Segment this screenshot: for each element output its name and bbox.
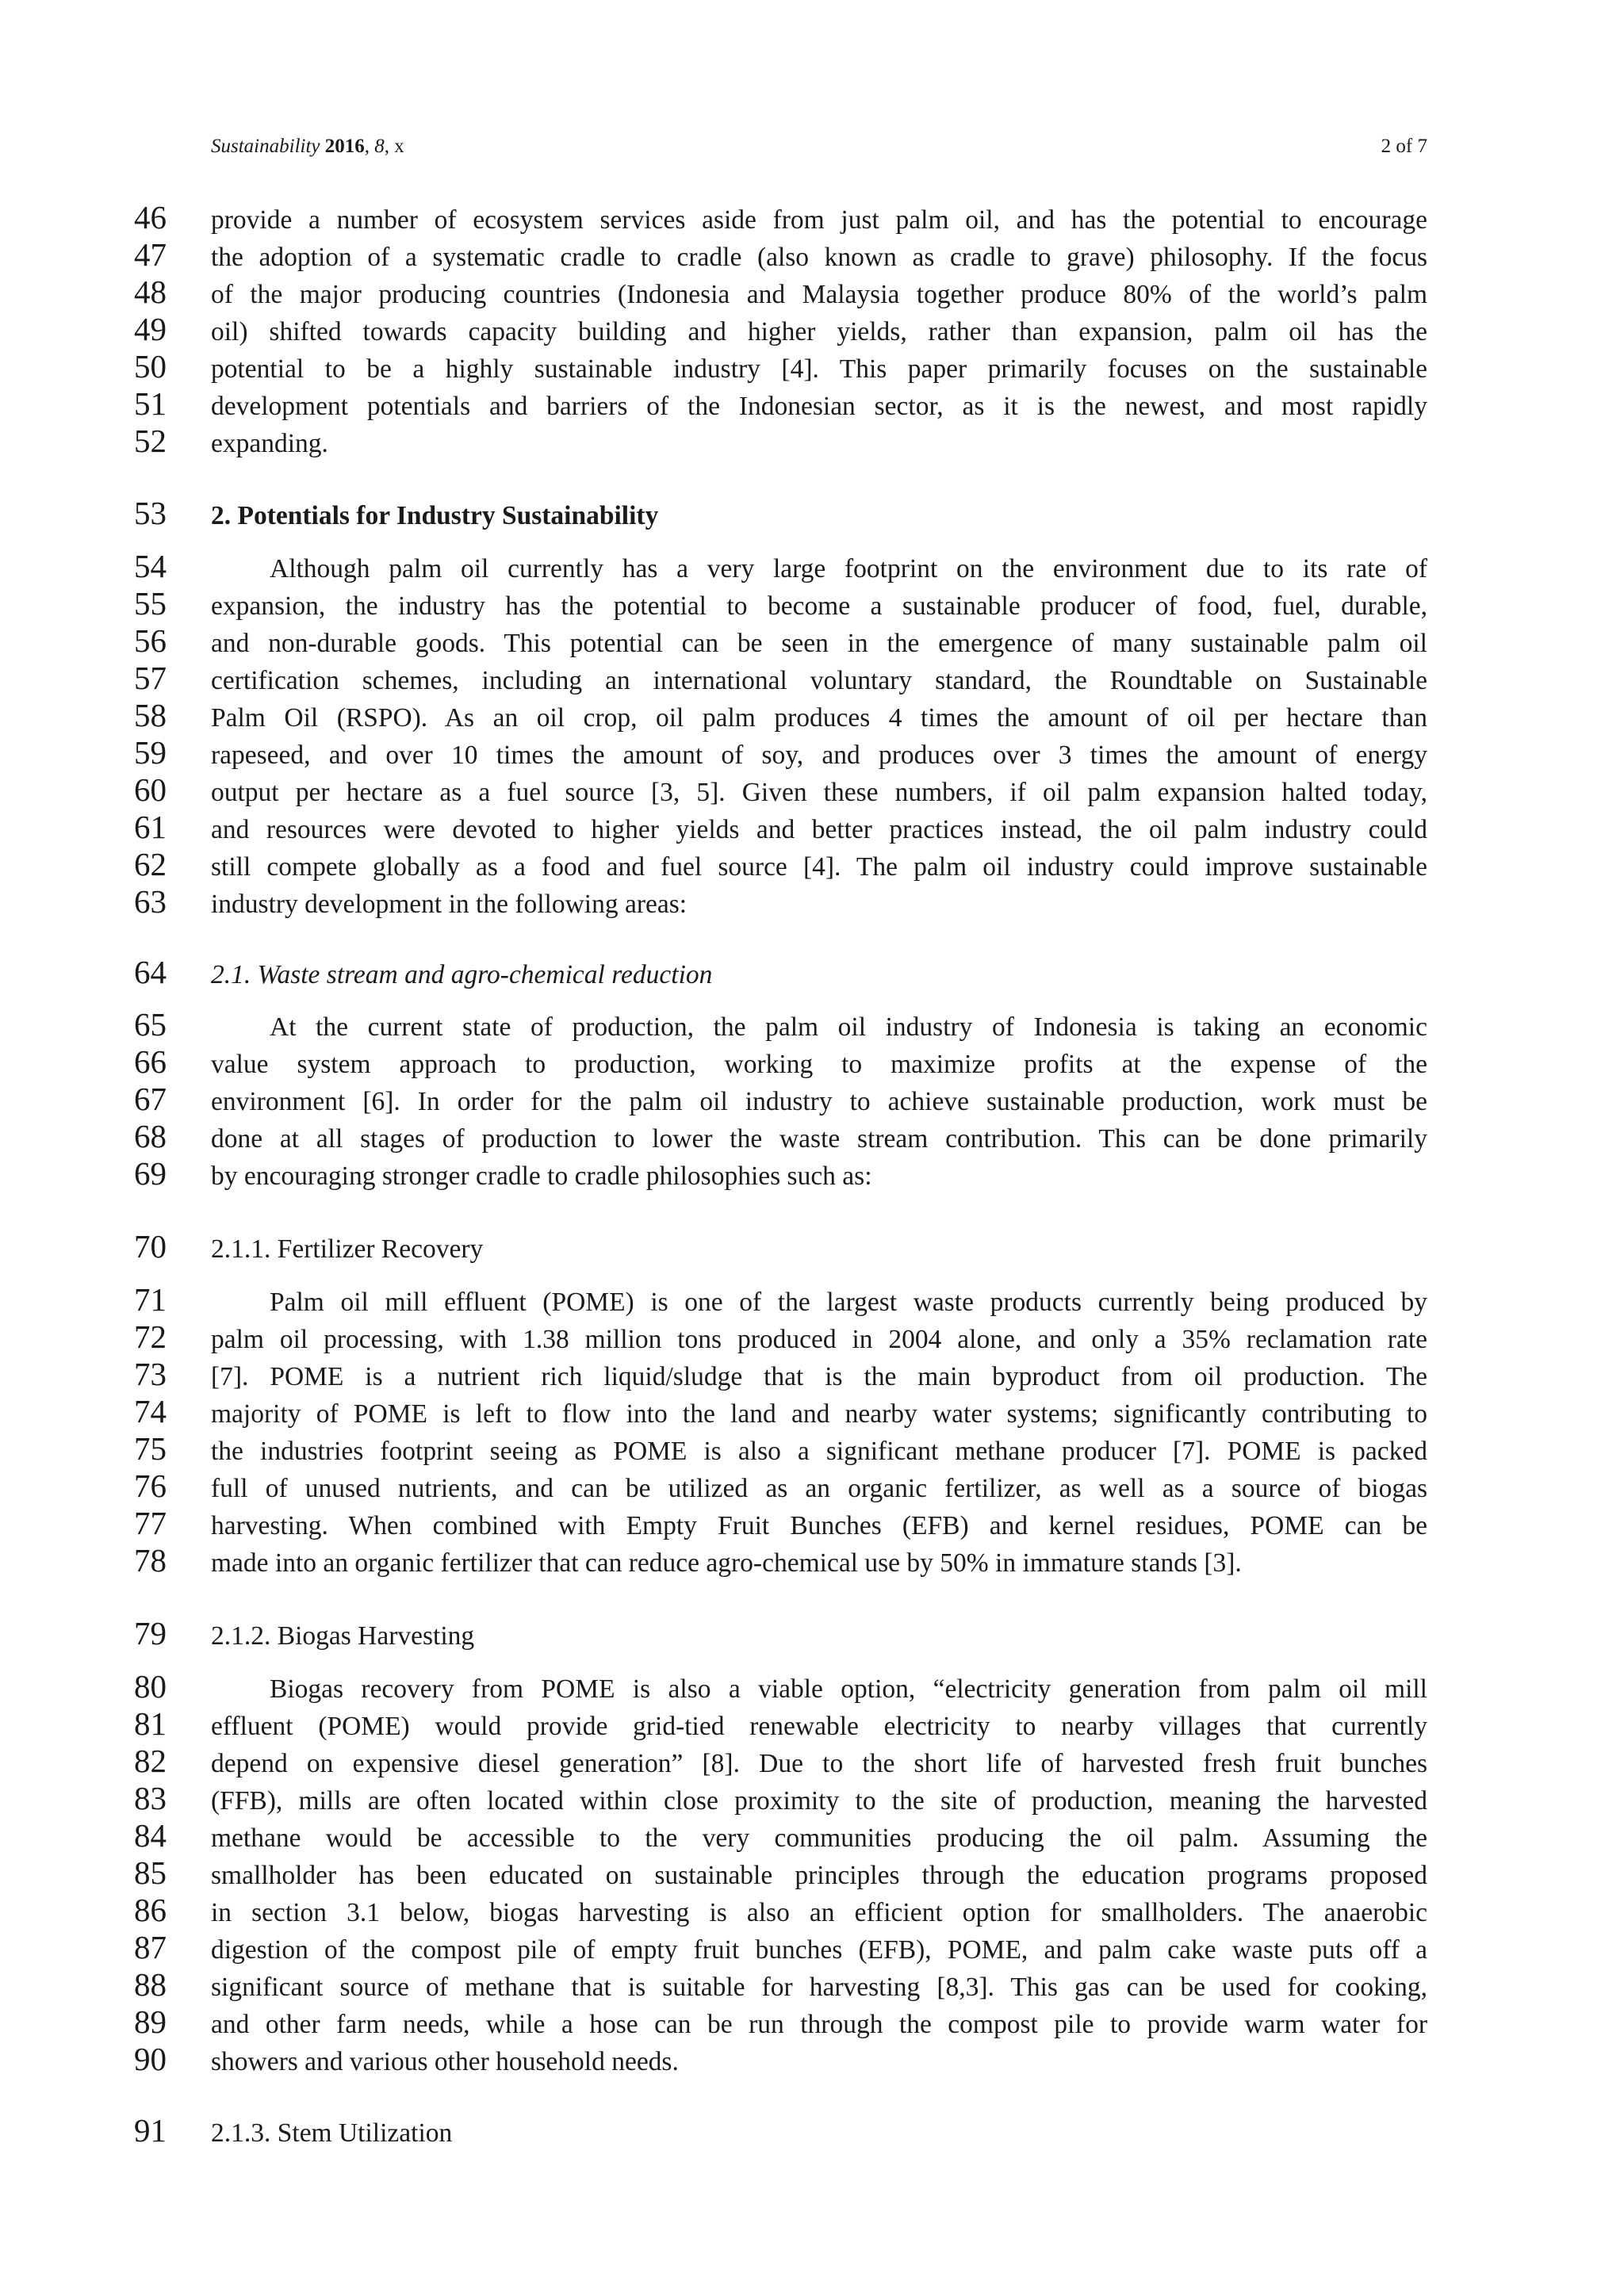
text-line <box>0 1931 1624 1969</box>
line-text: and non-durable goods. This potential can be seen in the emergence of many sustainable palm oil <box>211 629 1427 658</box>
line-number: 80 <box>134 1668 167 1705</box>
line-number: 68 <box>134 1118 167 1154</box>
line-text: majority of POME is left to flow into the land and nearby water systems; significantly contributing to <box>211 1399 1427 1429</box>
line-number: 78 <box>134 1542 167 1578</box>
line-text: and other farm needs, while a hose can be run through the compost pile to provide warm water for <box>211 2010 1427 2039</box>
line-number: 89 <box>134 2003 167 2040</box>
line-number: 67 <box>134 1081 167 1117</box>
line-text: smallholder has been educated on sustainable principles through the education programs proposed <box>211 1861 1427 1890</box>
line-number: 76 <box>134 1468 167 1504</box>
line-text: palm oil processing, with 1.38 million tons produced in 2004 alone, and only a 35% reclamation rate <box>211 1325 1427 1354</box>
journal-name: Sustainability <box>211 136 320 157</box>
line-text: Although palm oil currently has a very large footprint on the environment due to its rate of <box>270 554 1427 584</box>
text-line <box>0 1155 1624 1195</box>
line-text: certification schemes, including an international voluntary standard, the Roundtable on Sustainable <box>211 666 1427 695</box>
line-number: 61 <box>134 809 167 845</box>
text-line <box>0 1705 1624 1745</box>
text-line <box>0 883 1624 923</box>
text-line <box>0 2003 1624 2043</box>
text-line <box>0 1817 1624 1857</box>
text-line <box>0 201 1624 239</box>
text-line <box>0 1395 1624 1433</box>
text-line <box>0 2043 1624 2080</box>
heading-text: 2. Potentials for Industry Sustainability <box>211 501 659 530</box>
line-text: by encouraging stronger cradle to cradle philosophies such as: <box>211 1161 872 1191</box>
line-text: methane would be accessible to the very communities producing the oil palm. Assuming the <box>211 1823 1427 1853</box>
line-number: 74 <box>134 1393 167 1429</box>
text-line <box>0 1782 1624 1820</box>
line-text: industry development in the following areas: <box>211 890 688 919</box>
text-line <box>0 848 1624 886</box>
text-line <box>0 1966 1624 2006</box>
text-line <box>0 1008 1624 1046</box>
line-number: 46 <box>134 199 167 235</box>
line-number: 60 <box>134 771 167 808</box>
paragraph-waste-stream <box>0 1008 1624 1195</box>
line-number: 49 <box>134 311 167 347</box>
line-number: 77 <box>134 1505 167 1541</box>
line-number: 88 <box>134 1966 167 2003</box>
line-text: made into an organic fertilizer that can reduce agro-chemical use by 50% in immature stands [3]. <box>211 1548 1242 1578</box>
line-number: 47 <box>134 236 167 273</box>
line-text: provide a number of ecosystem services aside from just palm oil, and has the potential to encourage <box>211 205 1427 235</box>
subsection-heading-2-1-2 <box>0 1617 1624 1655</box>
line-text: Biogas recovery from POME is also a viable option, “electricity generation from palm oil mill <box>270 1674 1427 1704</box>
journal-volume: 8 <box>374 136 385 157</box>
line-number: 50 <box>134 348 167 385</box>
line-number: 83 <box>134 1780 167 1816</box>
text-line <box>0 587 1624 625</box>
text-line <box>0 1120 1624 1158</box>
text-line <box>0 1507 1624 1544</box>
line-number: 91 <box>134 2112 167 2149</box>
text-line <box>0 811 1624 848</box>
line-number: 56 <box>134 622 167 659</box>
line-number: 63 <box>134 883 167 920</box>
line-number: 79 <box>134 1615 167 1651</box>
line-text: environment [6]. In order for the palm oil industry to achieve sustainable production, work must be <box>211 1087 1427 1116</box>
text-line <box>0 1230 1624 1268</box>
line-text: still compete globally as a food and fuel source [4]. The palm oil industry could improve sustainable <box>211 852 1427 882</box>
subsection-heading-2-1-3 <box>0 2114 1624 2152</box>
text-line <box>0 1617 1624 1655</box>
text-line <box>0 1854 1624 1894</box>
line-number: 86 <box>134 1892 167 1928</box>
line-number: 55 <box>134 585 167 622</box>
heading-text: 2.1.1. Fertilizer Recovery <box>211 1234 484 1264</box>
text-line <box>0 1083 1624 1120</box>
text-line <box>0 497 1624 534</box>
line-number: 51 <box>134 385 167 422</box>
line-text: development potentials and barriers of the Indonesian sector, as it is the newest, and most rapidly <box>211 392 1427 421</box>
line-text: in section 3.1 below, biogas harvesting is also an efficient option for smallholders. The anaerobic <box>211 1898 1427 1927</box>
text-line <box>0 1430 1624 1470</box>
line-text: output per hectare as a fuel source [3, 5]. Given these numbers, if oil palm expansion halted today, <box>211 778 1427 807</box>
line-text: [7]. POME is a nutrient rich liquid/sludge that is the main byproduct from oil production. The <box>211 1362 1427 1391</box>
paragraph-intro <box>0 201 1624 462</box>
line-number: 65 <box>134 1006 167 1043</box>
line-number: 64 <box>134 954 167 990</box>
text-line <box>0 1670 1624 1708</box>
text-line <box>0 699 1624 737</box>
journal-issue: x <box>394 136 404 157</box>
line-number: 90 <box>134 2041 167 2077</box>
line-number: 53 <box>134 495 167 531</box>
section-heading-2 <box>0 497 1624 534</box>
text-line <box>0 276 1624 313</box>
text-line <box>0 1470 1624 1507</box>
page-number: 2 of 7 <box>1381 136 1427 157</box>
line-text: rapeseed, and over 10 times the amount of soy, and produces over 3 times the amount of energy <box>211 740 1427 770</box>
text-line <box>0 2114 1624 2152</box>
line-number: 87 <box>134 1929 167 1965</box>
text-line <box>0 1745 1624 1782</box>
text-line <box>0 771 1624 811</box>
line-number: 84 <box>134 1817 167 1854</box>
line-number: 85 <box>134 1854 167 1891</box>
line-text: value system approach to production, working to maximize profits at the expense of the <box>211 1050 1427 1079</box>
line-text: the industries footprint seeing as POME is also a significant methane producer [7]. POME is packed <box>211 1437 1427 1466</box>
line-number: 82 <box>134 1743 167 1779</box>
line-text: (FFB), mills are often located within close proximity to the site of production, meaning the harvested <box>211 1786 1427 1816</box>
line-number: 75 <box>134 1430 167 1467</box>
text-line <box>0 350 1624 388</box>
line-number: 72 <box>134 1318 167 1355</box>
line-number: 58 <box>134 697 167 733</box>
line-text: significant source of methane that is suitable for harvesting [8,3]. This gas can be used for cooking, <box>211 1973 1427 2002</box>
text-line <box>0 1544 1624 1582</box>
line-number: 73 <box>134 1356 167 1392</box>
line-number: 57 <box>134 660 167 696</box>
line-text: full of unused nutrients, and can be utilized as an organic fertilizer, as well as a source of biogas <box>211 1474 1427 1503</box>
line-number: 48 <box>134 274 167 310</box>
line-number: 59 <box>134 734 167 771</box>
line-text: potential to be a highly sustainable industry [4]. This paper primarily focuses on the sustainable <box>211 354 1427 384</box>
running-header <box>211 133 1427 160</box>
line-number: 62 <box>134 846 167 882</box>
paragraph-potentials <box>0 550 1624 923</box>
line-text: Palm oil mill effluent (POME) is one of the largest waste products currently being produced by <box>270 1288 1427 1317</box>
line-text: showers and various other household needs. <box>211 2047 679 2076</box>
text-line <box>0 313 1624 350</box>
text-line <box>0 734 1624 774</box>
line-text: harvesting. When combined with Empty Fruit Bunches (EFB) and kernel residues, POME can be <box>211 1511 1427 1540</box>
line-text: digestion of the compost pile of empty fruit bunches (EFB), POME, and palm cake waste puts off a <box>211 1935 1427 1965</box>
line-number: 69 <box>134 1155 167 1192</box>
line-text: done at all stages of production to lower the waste stream contribution. This can be done primarily <box>211 1124 1427 1154</box>
line-number: 81 <box>134 1705 167 1742</box>
line-number: 71 <box>134 1281 167 1318</box>
line-text: At the current state of production, the palm oil industry of Indonesia is taking an economic <box>270 1012 1427 1042</box>
line-text: expansion, the industry has the potential to become a sustainable producer of food, fuel, durable, <box>211 591 1427 621</box>
line-text: effluent (POME) would provide grid-tied renewable electricity to nearby villages that currently <box>211 1712 1427 1741</box>
line-text: Palm Oil (RSPO). As an oil crop, oil palm produces 4 times the amount of oil per hectare than <box>211 703 1427 733</box>
line-number: 70 <box>134 1228 167 1265</box>
line-text: and resources were devoted to higher yields and better practices instead, the oil palm industry could <box>211 815 1427 844</box>
journal-year: 2016 <box>324 136 365 157</box>
paragraph-fertilizer-recovery <box>0 1281 1624 1582</box>
text-line <box>0 622 1624 662</box>
text-line <box>0 956 1624 993</box>
line-text: oil) shifted towards capacity building and higher yields, rather than expansion, palm oil has the <box>211 317 1427 346</box>
text-line <box>0 662 1624 699</box>
journal-citation: Sustainability 2016, 8, x <box>211 136 404 157</box>
heading-text: 2.1.2. Biogas Harvesting <box>211 1621 475 1651</box>
text-line <box>0 236 1624 276</box>
line-text: of the major producing countries (Indonesia and Malaysia together produce 80% of the world’s palm <box>211 280 1427 309</box>
heading-text: 2.1.3. Stem Utilization <box>211 2118 453 2148</box>
heading-text: 2.1. Waste stream and agro-chemical reduction <box>211 960 713 989</box>
subsection-heading-2-1 <box>0 956 1624 993</box>
text-line <box>0 1281 1624 1321</box>
text-line <box>0 1318 1624 1358</box>
paragraph-biogas-harvesting <box>0 1670 1624 2080</box>
text-line <box>0 1894 1624 1931</box>
line-text: the adoption of a systematic cradle to cradle (also known as cradle to grave) philosophy. If the focus <box>211 243 1427 272</box>
line-text: expanding. <box>211 429 328 458</box>
line-number: 54 <box>134 548 167 584</box>
text-line <box>0 550 1624 587</box>
line-text: depend on expensive diesel generation” [8]. Due to the short life of harvested fresh fruit bunches <box>211 1749 1427 1778</box>
line-number: 66 <box>134 1043 167 1080</box>
line-number: 52 <box>134 423 167 459</box>
text-line <box>0 425 1624 462</box>
subsection-heading-2-1-1 <box>0 1230 1624 1268</box>
text-line <box>0 385 1624 425</box>
text-line <box>0 1358 1624 1395</box>
text-line <box>0 1043 1624 1083</box>
